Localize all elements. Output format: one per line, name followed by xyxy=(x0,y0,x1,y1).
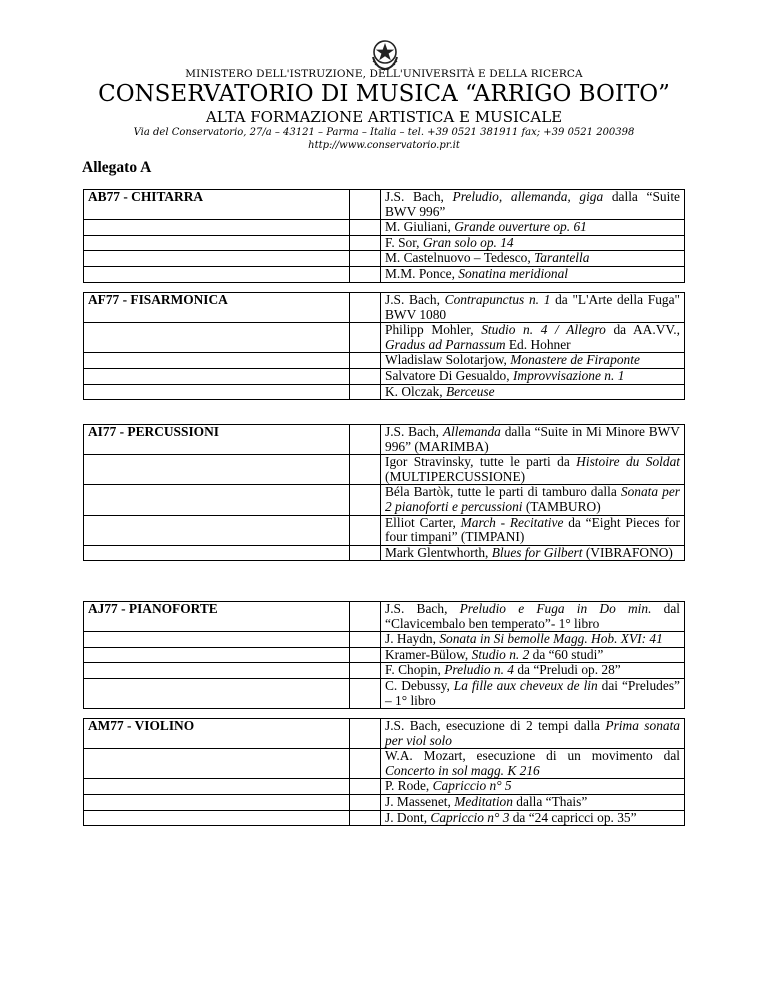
empty-cell xyxy=(84,647,350,663)
section-row xyxy=(84,794,685,810)
section-table-chitarra xyxy=(83,189,685,283)
attachment-title: Allegato A xyxy=(82,159,152,176)
work-text: J.S. Bach, xyxy=(385,424,443,439)
repertoire-item xyxy=(381,749,685,779)
column-gap xyxy=(350,323,381,353)
work-text: Igor Stravinsky, tutte le parti da xyxy=(385,454,577,470)
work-text: F. Chopin, xyxy=(385,662,445,678)
work-title: Sonata in Si bemolle Magg. Hob. XVI: 41 xyxy=(439,631,663,647)
work-text: Mark Glentwhorth, xyxy=(385,544,492,560)
work-title: Berceuse xyxy=(445,383,495,399)
repertoire-item xyxy=(381,235,685,251)
repertoire-item xyxy=(381,810,685,826)
repertoire-item xyxy=(381,779,685,795)
column-gap xyxy=(350,353,381,369)
conservatory-name: CONSERVATORIO DI MUSICA “ARRIGO BOITO” xyxy=(98,81,670,107)
repertoire-item xyxy=(381,323,685,353)
work-title: Gran solo op. 14 xyxy=(422,234,514,250)
repertoire-item xyxy=(381,515,685,545)
section-code: AJ77 - PIANOFORTE xyxy=(84,602,350,632)
work-title: Allemanda xyxy=(442,424,501,439)
empty-cell xyxy=(84,266,350,282)
section-row xyxy=(84,678,685,708)
section-row xyxy=(84,663,685,679)
work-text: dal “Clavicembalo ben temperato”- 1° libro xyxy=(385,601,680,631)
section-row xyxy=(84,293,685,323)
work-title: Tarantella xyxy=(534,250,590,266)
work-text: dai “Preludes” – 1° libro xyxy=(385,677,680,708)
address-line: Via del Conservatorio, 27/a – 43121 – Parma – Italia – tel. +39 0521 381911 fax; +39 0521 200398 xyxy=(133,127,635,138)
work-text: Béla Bartòk, tutte le parti di tamburo dalla xyxy=(385,484,621,500)
work-title: Preludio, allemanda, giga xyxy=(452,189,604,204)
section-row xyxy=(84,425,685,455)
repertoire-item xyxy=(381,602,685,632)
work-title: Capriccio n° 3 xyxy=(430,809,510,825)
work-text: Elliot Carter, xyxy=(385,514,461,530)
section-row xyxy=(84,632,685,648)
work-text: da AA.VV., xyxy=(605,322,681,338)
repertoire-item xyxy=(381,545,685,561)
column-gap xyxy=(350,220,381,236)
section-table-violino xyxy=(83,718,685,826)
institution-subtitle: ALTA FORMAZIONE ARTISTICA E MUSICALE xyxy=(205,108,563,126)
empty-cell xyxy=(84,485,350,515)
column-gap xyxy=(350,719,381,749)
repertoire-item xyxy=(381,220,685,236)
repertoire-item xyxy=(381,663,685,679)
work-text: M.M. Ponce, xyxy=(385,265,459,281)
column-gap xyxy=(350,293,381,323)
repertoire-item xyxy=(381,251,685,267)
work-text: M. Castelnuovo – Tedesco, xyxy=(385,250,535,266)
empty-cell xyxy=(84,323,350,353)
section-code: AB77 - CHITARRA xyxy=(84,190,350,220)
column-gap xyxy=(350,368,381,384)
work-title: Concerto in sol magg. K 216 xyxy=(385,762,540,778)
section-row xyxy=(84,545,685,561)
section-row xyxy=(84,602,685,632)
column-gap xyxy=(350,455,381,485)
section-row xyxy=(84,190,685,220)
work-text: (VIBRAFONO) xyxy=(582,544,673,560)
column-gap xyxy=(350,235,381,251)
empty-cell xyxy=(84,353,350,369)
section-row xyxy=(84,647,685,663)
section-row xyxy=(84,515,685,545)
empty-cell xyxy=(84,455,350,485)
repertoire-item xyxy=(381,647,685,663)
section-row xyxy=(84,353,685,369)
repertoire-item xyxy=(381,455,685,485)
work-text: P. Rode, xyxy=(385,778,433,794)
work-text: J.S. Bach, xyxy=(385,189,453,204)
work-text: da “Eight Pieces for four timpani” (TIMPANI) xyxy=(385,514,680,545)
repertoire-item xyxy=(381,678,685,708)
work-title: Meditation xyxy=(454,793,513,809)
italian-republic-emblem-icon xyxy=(370,38,400,70)
work-title: Preludio n. 4 xyxy=(444,662,515,678)
section-code: AI77 - PERCUSSIONI xyxy=(84,425,350,455)
work-text: M. Giuliani, xyxy=(385,219,455,235)
empty-cell xyxy=(84,384,350,400)
repertoire-item xyxy=(381,266,685,282)
section-row xyxy=(84,749,685,779)
column-gap xyxy=(350,425,381,455)
repertoire-item xyxy=(381,719,685,749)
work-text: J. Massenet, xyxy=(385,793,455,809)
work-text: Ed. Hohner xyxy=(505,336,571,352)
section-table-pianoforte xyxy=(83,601,685,709)
empty-cell xyxy=(84,794,350,810)
repertoire-item xyxy=(381,632,685,648)
work-title: Gradus ad Parnassum xyxy=(385,336,506,352)
empty-cell xyxy=(84,220,350,236)
work-title: Preludio e Fuga in Do min. xyxy=(459,601,652,616)
column-gap xyxy=(350,384,381,400)
column-gap xyxy=(350,251,381,267)
column-gap xyxy=(350,794,381,810)
column-gap xyxy=(350,749,381,779)
empty-cell xyxy=(84,251,350,267)
work-text: J.S. Bach, xyxy=(385,601,460,616)
column-gap xyxy=(350,678,381,708)
column-gap xyxy=(350,810,381,826)
column-gap xyxy=(350,632,381,648)
work-text: dalla “Thais” xyxy=(512,793,588,809)
repertoire-item xyxy=(381,794,685,810)
work-text: da “Preludi op. 28” xyxy=(514,662,621,678)
section-code: AF77 - FISARMONICA xyxy=(84,293,350,323)
empty-cell xyxy=(84,749,350,779)
column-gap xyxy=(350,266,381,282)
repertoire-item xyxy=(381,190,685,220)
work-text: J. Dont, xyxy=(385,809,431,825)
repertoire-item xyxy=(381,425,685,455)
work-text: dalla “Suite BWV 996” xyxy=(385,189,680,219)
column-gap xyxy=(350,190,381,220)
work-text: C. Debussy, xyxy=(385,677,454,693)
work-text: (MULTIPERCUSSIONE) xyxy=(385,468,526,484)
website-link[interactable]: http://www.conservatorio.pr.it xyxy=(308,140,460,151)
column-gap xyxy=(350,647,381,663)
ministry-name: MINISTERO DELL'ISTRUZIONE, DELL'UNIVERSITÀ E DELLA RICERCA xyxy=(185,68,583,80)
work-title: Sonatina meridional xyxy=(458,265,569,281)
work-title: La fille aux cheveux de lin xyxy=(453,677,598,693)
repertoire-item xyxy=(381,353,685,369)
work-text: da "L'Arte della Fuga" BWV 1080 xyxy=(385,292,680,322)
column-gap xyxy=(350,602,381,632)
section-row xyxy=(84,235,685,251)
column-gap xyxy=(350,779,381,795)
work-text: Kramer-Bülow, xyxy=(385,646,472,662)
section-table-fisarmonica xyxy=(83,292,685,400)
section-row xyxy=(84,384,685,400)
work-text: K. Olczak, xyxy=(385,383,446,399)
work-text: da “60 studi” xyxy=(529,646,604,662)
section-code: AM77 - VIOLINO xyxy=(84,719,350,749)
empty-cell xyxy=(84,632,350,648)
section-row xyxy=(84,266,685,282)
work-title: Histoire du Soldat xyxy=(576,454,680,470)
work-title: Studio n. 2 xyxy=(471,646,530,662)
work-title: Grande ouverture op. 61 xyxy=(454,219,587,235)
work-title: Studio n. 4 / Allegro xyxy=(481,322,606,338)
empty-cell xyxy=(84,515,350,545)
empty-cell xyxy=(84,678,350,708)
column-gap xyxy=(350,663,381,679)
work-text: J.S. Bach, esecuzione di 2 tempi dalla xyxy=(385,718,606,733)
section-row xyxy=(84,810,685,826)
work-title: Prima sonata per viol solo xyxy=(385,718,680,748)
empty-cell xyxy=(84,368,350,384)
empty-cell xyxy=(84,545,350,561)
work-text: Salvatore Di Gesualdo, xyxy=(385,367,513,383)
work-title: Contrapunctus n. 1 xyxy=(444,292,551,307)
repertoire-item xyxy=(381,485,685,515)
section-row xyxy=(84,779,685,795)
work-text: da “24 capricci op. 35” xyxy=(509,809,637,825)
work-text: F. Sor, xyxy=(385,234,423,250)
empty-cell xyxy=(84,779,350,795)
column-gap xyxy=(350,485,381,515)
section-row xyxy=(84,719,685,749)
work-title: Blues for Gilbert xyxy=(491,544,583,560)
section-row xyxy=(84,251,685,267)
section-row xyxy=(84,323,685,353)
work-text: W.A. Mozart, esecuzione di un movimento dal xyxy=(385,748,680,764)
work-text: Wladislaw Solotarjow, xyxy=(385,352,511,368)
work-title: Sonata per 2 pianoforti e percussioni xyxy=(385,484,680,514)
column-gap xyxy=(350,545,381,561)
work-text: J.S. Bach, xyxy=(385,292,445,307)
work-text: Philipp Mohler, xyxy=(385,322,482,338)
empty-cell xyxy=(84,810,350,826)
section-row xyxy=(84,485,685,515)
work-title: March - Recitative xyxy=(460,514,564,530)
section-row xyxy=(84,368,685,384)
repertoire-item xyxy=(381,384,685,400)
work-text: dalla “Suite in Mi Minore BWV 996” (MARIMBA) xyxy=(385,424,680,454)
column-gap xyxy=(350,515,381,545)
repertoire-item xyxy=(381,368,685,384)
repertoire-item xyxy=(381,293,685,323)
section-row xyxy=(84,220,685,236)
empty-cell xyxy=(84,663,350,679)
section-table-percussioni xyxy=(83,424,685,561)
work-title: Improvvisazione n. 1 xyxy=(512,367,625,383)
empty-cell xyxy=(84,235,350,251)
work-text: (TAMBURO) xyxy=(522,498,601,514)
work-text: J. Haydn, xyxy=(385,631,440,647)
work-title: Capriccio n° 5 xyxy=(432,778,512,794)
section-row xyxy=(84,455,685,485)
work-title: Monastere de Firaponte xyxy=(510,352,640,368)
